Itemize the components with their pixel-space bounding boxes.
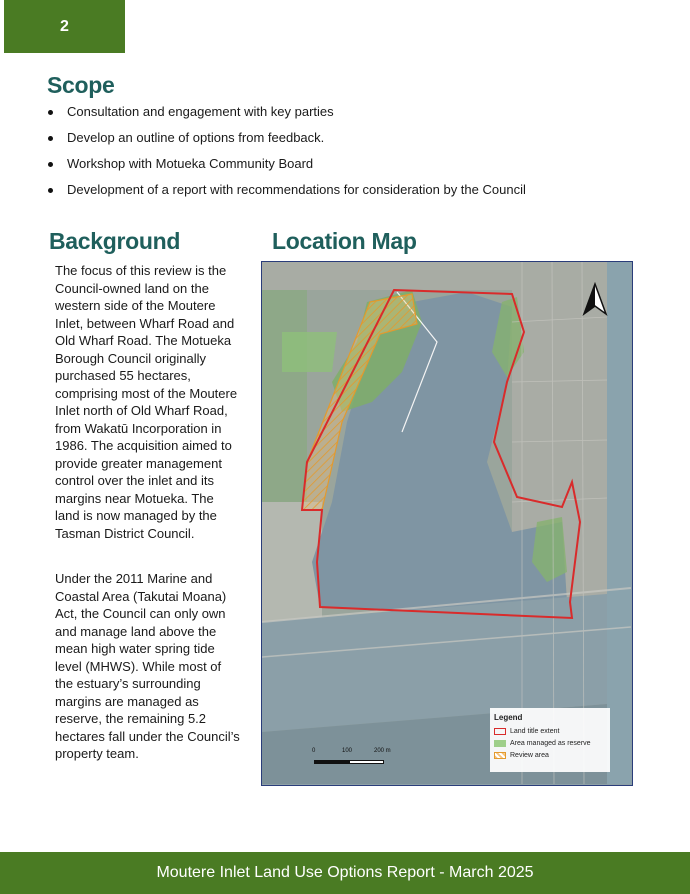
scale-label: 0 bbox=[312, 748, 316, 754]
page-number: 2 bbox=[60, 17, 69, 35]
legend-item-land-title bbox=[494, 728, 559, 735]
scope-heading: Scope bbox=[47, 72, 115, 98]
land-title-swatch bbox=[494, 728, 506, 735]
legend-item-reserve bbox=[494, 740, 591, 747]
legend-label: Land title extent bbox=[510, 728, 560, 735]
location-map-heading: Location Map bbox=[272, 228, 417, 254]
legend-title: Legend bbox=[494, 713, 523, 722]
scope-item: Workshop with Motueka Community Board bbox=[48, 151, 526, 177]
map-scale-bar bbox=[312, 748, 397, 768]
review-area-swatch bbox=[494, 752, 506, 759]
legend-label: Review area bbox=[510, 752, 549, 759]
map-image bbox=[262, 262, 631, 784]
scale-segment bbox=[314, 760, 349, 764]
page-number-badge bbox=[4, 0, 125, 53]
scope-list bbox=[48, 99, 526, 203]
scope-item: Consultation and engagement with key parties bbox=[48, 99, 526, 125]
background-paragraph-2: Under the 2011 Marine and Coastal Area (Takutai Moana) Act, the Council can only own and manage land above the mean high water spring tide level (MHWS). While most of the estuary’s surrounding margins are managed as reserve, the remaining 5.2 hectares fall under the Council’s property team. bbox=[55, 571, 240, 761]
page-footer bbox=[0, 852, 690, 894]
footer-text: Moutere Inlet Land Use Options Report - March 2025 bbox=[156, 864, 534, 881]
reserve-swatch bbox=[494, 740, 506, 747]
location-map bbox=[261, 261, 633, 786]
scope-item: Development of a report with recommendations for consideration by the Council bbox=[48, 177, 526, 203]
map-legend bbox=[490, 708, 610, 772]
legend-item-review bbox=[494, 752, 549, 759]
background-heading: Background bbox=[49, 228, 181, 254]
legend-label: Area managed as reserve bbox=[510, 740, 591, 747]
scale-label: 200 m bbox=[374, 748, 391, 754]
north-arrow-icon bbox=[580, 282, 610, 318]
background-paragraph-1: The focus of this review is the Council-owned land on the western side of the Moutere Inlet, between Wharf Road and Old Wharf Road. The Motueka Borough Council originally purchased 55 hectares, comprising most of the Moutere Inlet north of Old Wharf Road, from Wakatū Incorporation in 1986. The acquisition aimed to provide greater management control over the inlet and its margins near Motueka. The land is now managed by the Tasman District Council. bbox=[55, 263, 238, 541]
scope-item: Develop an outline of options from feedback. bbox=[48, 125, 526, 151]
scale-label: 100 bbox=[342, 748, 353, 754]
scale-segment bbox=[349, 760, 384, 764]
